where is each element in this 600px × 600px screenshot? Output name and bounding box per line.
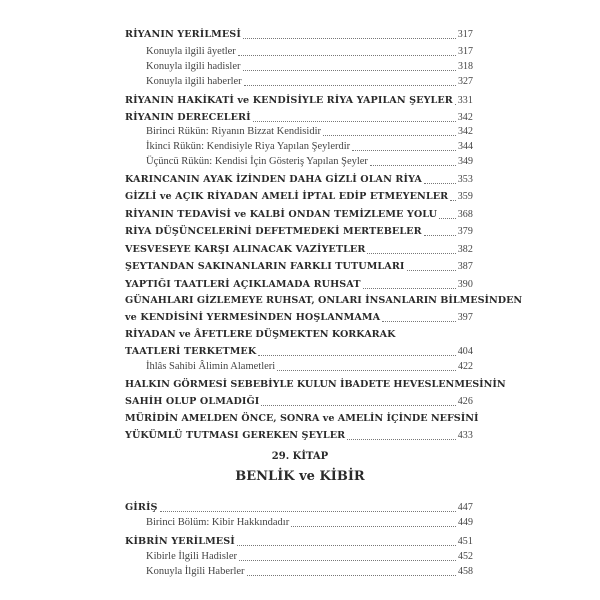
toc-page-number: 447 xyxy=(457,502,473,513)
toc-entry-title: RİYA DÜŞÜNCELERİNİ DEFETMEDEKİ MERTEBELER xyxy=(125,226,422,237)
toc-page-number: 390 xyxy=(457,279,473,290)
toc-page-number: 342 xyxy=(458,126,473,137)
toc-entry-title: Konuyla ilgili haberler xyxy=(146,76,242,87)
toc-entry-title: Konuyla İlgili Haberler xyxy=(146,566,245,577)
toc-page-number: 317 xyxy=(458,46,473,57)
dot-leader xyxy=(237,545,456,546)
toc-page-number: 387 xyxy=(457,261,473,272)
toc-entry[interactable] xyxy=(125,278,473,292)
dot-leader xyxy=(370,165,456,166)
toc-page-number: 359 xyxy=(457,191,473,202)
toc-page-number: 452 xyxy=(458,551,473,562)
toc-entry-title: RİYANIN TEDAVİSİ ve KALBİ ONDAN TEMİZLEME YOLU xyxy=(125,209,438,220)
toc-entry[interactable] xyxy=(125,395,473,409)
toc-entry[interactable] xyxy=(125,260,473,274)
toc-entry[interactable] xyxy=(125,28,473,42)
dot-leader xyxy=(261,405,455,406)
dot-leader xyxy=(243,38,456,39)
toc-entry[interactable] xyxy=(125,535,473,549)
toc-entry-title: Birinci Rükün: Riyanın Bizzat Kendisidir xyxy=(146,126,321,137)
toc-entry[interactable] xyxy=(146,565,473,579)
dot-leader xyxy=(352,150,456,151)
toc-entry-title: VESVESEYE KARŞI ALINACAK VAZİYETLER xyxy=(125,244,366,255)
toc-entry-title: KARINCANIN AYAK İZİNDEN DAHA GİZLİ OLAN RİYA xyxy=(125,174,422,185)
dot-leader xyxy=(238,55,456,56)
toc-entry-first-line: MÜRİDİN AMELDEN ÖNCE, SONRA ve AMELİN İÇİNDE NEFSİNİ xyxy=(125,413,479,424)
toc-entry[interactable] xyxy=(125,111,473,125)
toc-page-number: 449 xyxy=(458,517,473,528)
dot-leader xyxy=(239,560,456,561)
toc-page-number: 318 xyxy=(458,61,473,72)
toc-page-number: 317 xyxy=(457,29,473,40)
toc-entry-title: RİYANIN HAKİKATİ ve KENDİSİYLE RİYA YAPILAN ŞEYLER xyxy=(125,95,453,106)
toc-entry[interactable] xyxy=(146,45,473,59)
toc-entry-first-line: GÜNAHLARI GİZLEMEYE RUHSAT, ONLARI İNSANLARIN BİLMESİNDEN xyxy=(125,295,523,306)
dot-leader xyxy=(160,511,456,512)
toc-page-number: 422 xyxy=(458,361,473,372)
toc-entry-title: İhlâs Sahibi Âlimin Alametleri xyxy=(146,361,276,372)
toc-page-number: 397 xyxy=(457,312,473,323)
toc-entry[interactable] xyxy=(125,208,473,222)
toc-entry-title: ve KENDİSİNİ YERMESİNDEN HOŞLANMAMA xyxy=(125,312,381,323)
dot-leader xyxy=(363,288,456,289)
toc-entry-title: Konuyla ilgili hadisler xyxy=(146,61,241,72)
toc-page-number: 433 xyxy=(457,430,473,441)
toc-page-number: 379 xyxy=(457,226,473,237)
toc-page-number: 349 xyxy=(458,156,473,167)
toc-entry[interactable] xyxy=(146,360,473,374)
toc-page-number: 342 xyxy=(457,112,473,123)
toc-page-number: 451 xyxy=(457,536,473,547)
toc-entry[interactable] xyxy=(146,155,473,169)
dot-leader xyxy=(424,235,456,236)
toc-entry-title: İkinci Rükün: Kendisiyle Riya Yapılan Şeylerdir xyxy=(146,141,351,152)
toc-entry[interactable] xyxy=(125,243,473,257)
toc-page-number: 368 xyxy=(457,209,473,220)
toc-entry-title: YÜKÜMLÜ TUTMASI GEREKEN ŞEYLER xyxy=(125,430,346,441)
dot-leader xyxy=(407,270,456,271)
toc-entry-title: YAPTIĞI TAATLERİ AÇIKLAMADA RUHSAT xyxy=(125,279,361,290)
toc-page-number: 382 xyxy=(457,244,473,255)
dot-leader xyxy=(439,218,456,219)
toc-entry[interactable] xyxy=(146,516,473,530)
dot-leader xyxy=(382,321,456,322)
toc-entry-title: TAATLERİ TERKETMEK xyxy=(125,346,257,357)
dot-leader xyxy=(347,439,455,440)
toc-entry[interactable] xyxy=(125,190,473,204)
toc-page-number: 404 xyxy=(457,346,473,357)
book-title: BENLİK ve KİBİR xyxy=(235,469,365,484)
toc-entry-first-line: HALKIN GÖRMESİ SEBEBİYLE KULUN İBADETE HEVESLENMESİNİN xyxy=(125,379,506,390)
toc-entry-title: Kibirle İlgili Hadisler xyxy=(146,551,237,562)
dot-leader xyxy=(450,200,455,201)
toc-page-number: 458 xyxy=(458,566,473,577)
toc-entry[interactable] xyxy=(125,429,473,443)
toc-entry-title: KİBRİN YERİLMESİ xyxy=(125,536,235,547)
dot-leader xyxy=(323,135,456,136)
toc-entry[interactable] xyxy=(146,125,473,139)
dot-leader xyxy=(253,121,456,122)
dot-leader xyxy=(455,104,456,105)
toc-entry-title: SAHİH OLUP OLMADIĞI xyxy=(125,396,260,407)
toc-entry[interactable] xyxy=(146,140,473,154)
toc-entry-title: GİRİŞ xyxy=(125,502,158,513)
toc-entry-title: Birinci Bölüm: Kibir Hakkındadır xyxy=(146,517,290,528)
dot-leader xyxy=(244,85,456,86)
toc-entry-title: ŞEYTANDAN SAKINANLARIN FARKLI TUTUMLARI xyxy=(125,261,405,272)
toc-entry[interactable] xyxy=(125,345,473,359)
toc-entry[interactable] xyxy=(125,173,473,187)
toc-page-number: 331 xyxy=(457,95,473,106)
toc-entry[interactable] xyxy=(146,75,473,89)
toc-entry[interactable] xyxy=(146,60,473,74)
dot-leader xyxy=(367,253,455,254)
toc-entry[interactable] xyxy=(125,94,473,108)
dot-leader xyxy=(243,70,457,71)
toc-entry-title: GİZLİ ve AÇIK RİYADAN AMELİ İPTAL EDİP ETMEYENLER xyxy=(125,191,449,202)
dot-leader xyxy=(247,575,456,576)
toc-entry[interactable] xyxy=(146,550,473,564)
book-number: 29. KİTAP xyxy=(271,451,329,462)
dot-leader xyxy=(424,183,456,184)
dot-leader xyxy=(291,526,456,527)
dot-leader xyxy=(277,370,456,371)
dot-leader xyxy=(258,355,455,356)
toc-entry[interactable] xyxy=(125,311,473,325)
toc-entry-title: Konuyla ilgili âyetler xyxy=(146,46,236,57)
toc-entry-first-line: RİYADAN ve ÂFETLERE DÜŞMEKTEN KORKARAK xyxy=(125,329,396,340)
toc-entry[interactable] xyxy=(125,225,473,239)
toc-page-number: 426 xyxy=(457,396,473,407)
toc-entry-title: RİYANIN YERİLMESİ xyxy=(125,29,241,40)
toc-page-number: 344 xyxy=(458,141,473,152)
toc-entry-title: Üçüncü Rükün: Kendisi İçin Gösteriş Yapılan Şeyler xyxy=(146,156,368,167)
toc-page-number: 353 xyxy=(457,174,473,185)
toc-page-number: 327 xyxy=(458,76,473,87)
toc-entry[interactable] xyxy=(125,501,473,515)
toc-entry-title: RİYANIN DERECELERİ xyxy=(125,112,251,123)
